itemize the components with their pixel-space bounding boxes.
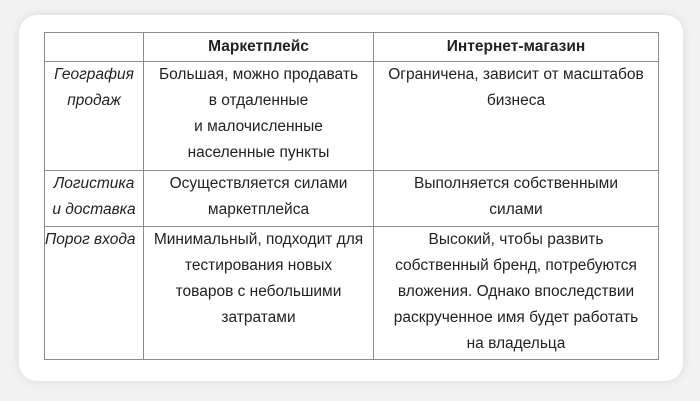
row-label-geography bbox=[45, 62, 144, 171]
comparison-table bbox=[44, 32, 659, 360]
marketplace-geography-cell bbox=[144, 62, 374, 171]
header-empty-cell bbox=[45, 33, 144, 62]
table-row bbox=[45, 227, 659, 360]
cell-line: Осуществляется силами bbox=[169, 175, 348, 192]
cell-line: в отдаленные bbox=[208, 92, 309, 109]
cell-line: собственный бренд, потребуются bbox=[395, 257, 637, 274]
table-row bbox=[45, 171, 659, 227]
shop-geography-cell bbox=[374, 62, 659, 171]
cell-line: затратами bbox=[221, 309, 296, 326]
cell-line: на владельца bbox=[466, 335, 566, 352]
cell-line: Ограничена, зависит от масштабов bbox=[388, 66, 644, 83]
marketplace-logistics-cell bbox=[144, 171, 374, 227]
cell-line: маркетплейса bbox=[207, 201, 310, 218]
cell-line: тестирования новых bbox=[184, 257, 333, 274]
cell-line: Минимальный, подходит для bbox=[153, 231, 364, 248]
shop-logistics-cell bbox=[374, 171, 659, 227]
row-label-line: Логистика bbox=[53, 175, 135, 192]
row-label-line: География bbox=[54, 66, 134, 83]
row-label-line: и доставка bbox=[52, 201, 136, 218]
row-label-line: Порог входа bbox=[45, 231, 136, 248]
shop-entry-cell bbox=[374, 227, 659, 360]
header-marketplace: Маркетплейс bbox=[144, 33, 374, 62]
row-label-line: продаж bbox=[67, 92, 121, 109]
marketplace-entry-cell bbox=[144, 227, 374, 360]
cell-line: Выполняется собственными bbox=[414, 175, 618, 192]
cell-line: вложения. Однако впоследствии bbox=[397, 283, 635, 300]
row-label-logistics bbox=[45, 171, 144, 227]
header-online-shop: Интернет-магазин bbox=[374, 33, 659, 62]
cell-line: и малочисленные bbox=[194, 118, 323, 135]
cell-line: раскрученное имя будет работать bbox=[393, 309, 639, 326]
cell-line: населенные пункты bbox=[187, 144, 330, 161]
cell-line: Большая, можно продавать bbox=[158, 66, 359, 83]
cell-line: Высокий, чтобы развить bbox=[428, 231, 604, 248]
table-row bbox=[45, 62, 659, 171]
row-label-entry-threshold bbox=[45, 227, 144, 360]
cell-line: силами bbox=[489, 201, 543, 218]
cell-line: товаров с небольшими bbox=[175, 283, 342, 300]
cell-line: бизнеса bbox=[486, 92, 546, 109]
table-header-row bbox=[45, 33, 659, 62]
